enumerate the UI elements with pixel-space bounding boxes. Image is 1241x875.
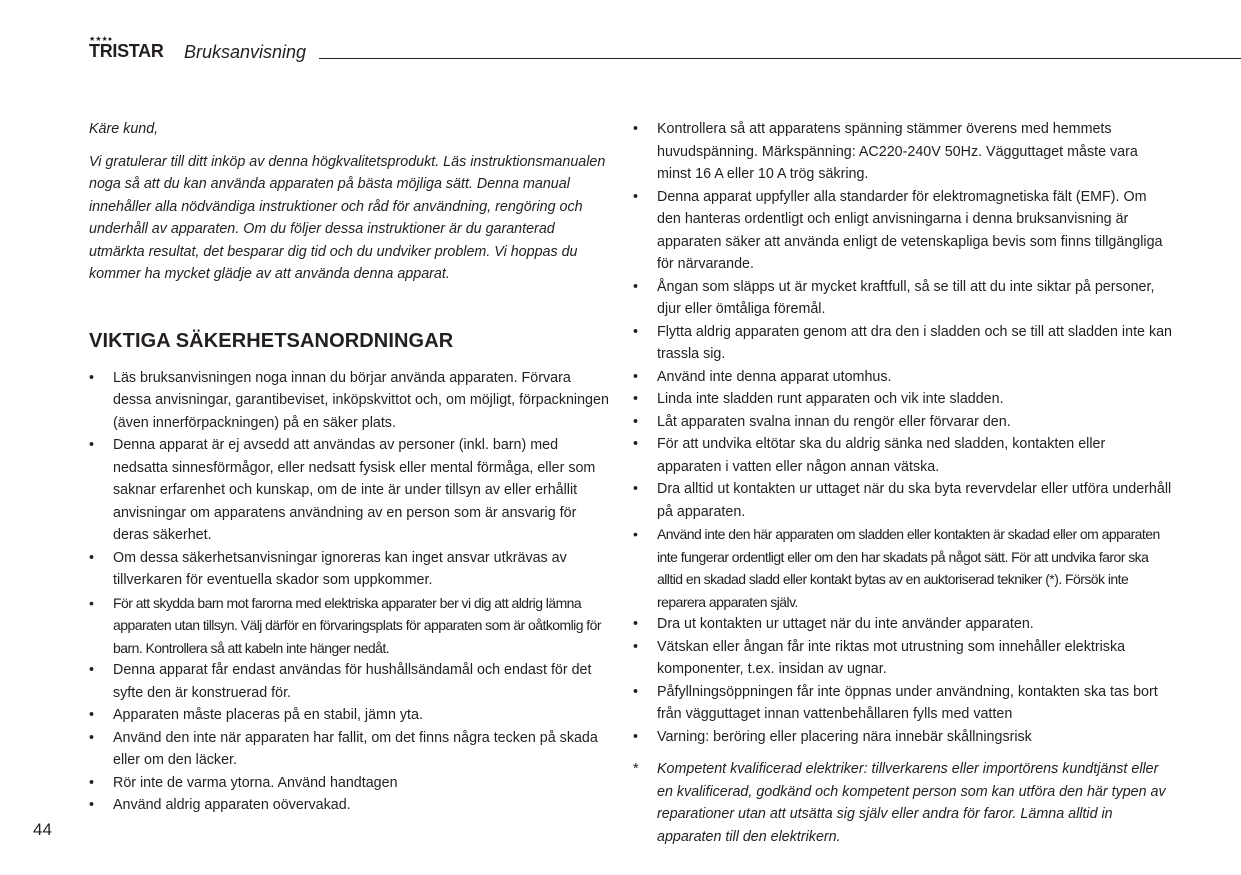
list-item <box>89 704 609 727</box>
bullet-icon: • <box>89 774 95 791</box>
list-item <box>633 321 1173 366</box>
list-item <box>89 434 609 547</box>
list-item <box>89 547 609 592</box>
list-item <box>89 772 609 795</box>
list-item-text: Varning: beröring eller placering nära innebär skållningsrisk <box>657 728 1032 745</box>
list-item <box>633 681 1173 726</box>
list-item <box>633 118 1173 186</box>
bullet-icon: • <box>633 638 639 655</box>
list-item-text: För att undvika eltötar ska du aldrig sänka ned sladden, kontakten eller apparaten i vatten eller någon annan vätska. <box>657 436 1106 475</box>
bullet-icon: • <box>89 437 95 453</box>
bullet-icon: • <box>633 436 639 452</box>
logo-wordmark: TRISTAR <box>89 41 164 61</box>
bullet-icon: • <box>89 549 95 566</box>
list-item <box>633 478 1173 523</box>
list-item-text: Kontrollera så att apparatens spänning stämmer överens med hemmets huvudspänning. Märkspänning: AC220-240V 50Hz. Vägguttaget måste vara minst 16 A eller 10 A trög säkring. <box>657 121 1138 182</box>
bullet-icon: • <box>89 707 95 723</box>
list-item <box>633 613 1173 636</box>
page-number: 44 <box>33 820 52 839</box>
safety-list-left <box>89 367 609 817</box>
list-item <box>89 727 609 772</box>
bullet-icon: • <box>633 526 638 542</box>
list-item-text: Låt apparaten svalna innan du rengör eller förvarar den. <box>657 413 1011 430</box>
page-header <box>89 36 1241 66</box>
bullet-icon: • <box>633 391 639 407</box>
bullet-icon: • <box>633 278 639 295</box>
intro-paragraph: Vi gratulerar till ditt inköp av denna högkvalitetsprodukt. Läs instruktionsmanualen noga så att du kan använda apparaten på bästa möjliga sätt. Denna manual innehåller alla nödvändiga instruktioner och råd för användning, rengöring och underhåll av apparaten. Om du följer dessa instruktioner är du garanterad utmärkta resultat, det besparar dig tid och du undviker problem. Vi hoppas du kommer ha mycket glädje av att använda denna apparat. <box>89 153 606 282</box>
bullet-icon: • <box>89 369 95 386</box>
list-item <box>633 523 1173 613</box>
header-title: Bruksanvisning <box>184 42 307 62</box>
list-item-text: Påfyllningsöppningen får inte öppnas under användning, kontakten ska tas bort från vägguttaget innan vattenbehållaren fylls med vatten <box>657 683 1158 722</box>
bullet-icon: • <box>633 728 639 745</box>
list-item-text: Vätskan eller ångan får inte riktas mot utrustning som innehåller elektriska komponenter, t.ex. insidan av ugnar. <box>657 638 1126 677</box>
list-item <box>633 388 1173 411</box>
list-item-text: Använd inte denna apparat utomhus. <box>657 368 892 385</box>
list-item <box>633 411 1173 434</box>
bullet-icon: • <box>633 121 639 137</box>
bullet-icon: • <box>633 368 639 385</box>
list-item-text: Linda inte sladden runt apparaten och vik inte sladden. <box>657 391 1004 407</box>
list-item-text: Flytta aldrig apparaten genom att dra den i sladden och se till att sladden inte kan trassla sig. <box>657 323 1173 362</box>
list-item <box>633 366 1173 389</box>
list-item-text: Dra ut kontakten ur uttaget när du inte använder apparaten. <box>657 616 1034 632</box>
safety-list-right <box>633 118 1173 748</box>
safety-heading: VIKTIGA SÄKERHETSANORDNINGAR <box>89 329 454 352</box>
bullet-icon: • <box>89 729 95 746</box>
bullet-icon: • <box>633 616 639 632</box>
list-item-text: Använd aldrig apparaten oövervakad. <box>113 797 351 813</box>
list-item <box>89 592 609 660</box>
list-item <box>89 794 609 817</box>
bullet-icon: • <box>89 594 94 611</box>
right-column <box>633 118 1173 848</box>
footnote-text: Kompetent kvalificerad elektriker: tillverkarens eller importörens kundtjänst eller en kvalificerad, godkänd och kompetent person som kan utföra den här typen av reparationer utan att utsätta sig själv eller andra för faror. Lämna alltid in apparaten till den elektrikern. <box>657 761 1166 845</box>
list-item-text: Använd den inte när apparaten har fallit, om det finns några tecken på skada eller om den läcker. <box>113 729 598 768</box>
list-item-text: För att skydda barn mot farorna med elektriska apparater ber vi dig att aldrig lämna apparaten utan tillsyn. Välj därför en förvaringsplats för apparaten som är oåtkomlig för barn. Kontrollera så att kabeln inte hänger nedåt. <box>113 594 602 656</box>
bullet-icon: • <box>89 662 95 678</box>
bullet-icon: • <box>633 481 639 497</box>
salutation: Käre kund, <box>89 121 159 137</box>
list-item-text: Om dessa säkerhetsanvisningar ignoreras kan inget ansvar utkrävas av tillverkaren för eventuella skador som uppkommer. <box>113 549 567 588</box>
bullet-icon: • <box>633 188 639 205</box>
list-item-text: Apparaten måste placeras på en stabil, jämn yta. <box>113 707 423 723</box>
list-item <box>633 726 1173 749</box>
list-item <box>633 636 1173 681</box>
left-column <box>89 118 609 817</box>
list-item <box>89 367 609 435</box>
bullet-icon: • <box>633 413 639 430</box>
list-item <box>633 276 1173 321</box>
footnote <box>633 758 1173 848</box>
bullet-icon: • <box>89 797 95 813</box>
list-item-text: Denna apparat får endast användas för hushållsändamål och endast för det syfte den är konstruerad för. <box>113 662 592 701</box>
list-item-text: Läs bruksanvisningen noga innan du börjar använda apparaten. Förvara dessa anvisningar, garantibeviset, inköpskvittot och, om möjligt, förpackningen (även innerförpackningen) på en säker plats. <box>113 369 609 431</box>
list-item <box>89 659 609 704</box>
list-item-text: Denna apparat uppfyller alla standarder för elektromagnetiska fält (EMF). Om den hanteras ordentligt och enligt anvisningarna i denna bruksanvisning är apparaten säker att använda enligt de vetenskapliga bevis som finns tillgängliga för närvarande. <box>657 188 1163 272</box>
list-item-text: Rör inte de varma ytorna. Använd handtagen <box>113 774 398 791</box>
list-item-text: Denna apparat är ej avsedd att användas av personer (inkl. barn) med nedsatta sinnesförmågor, eller nedsatt fysisk eller mental förmåga, eller som saknar erfarenhet och kunskap, om de inte är under tillsyn av eller erhållit anvisningar om apparatens användning av en person som är ansvarig för deras säkerhet. <box>113 437 596 543</box>
list-item-text: Använd inte den här apparaten om sladden eller kontakten är skadad eller om apparaten inte fungerar ordentligt eller om den har skadats på något sätt. För att undvika faror ska alltid en skadad sladd eller kontakt bytas av en auktoriserad tekniker (*). Försök inte reparera apparaten själv. <box>657 526 1160 610</box>
list-item <box>633 186 1173 276</box>
list-item <box>633 433 1173 478</box>
asterisk-icon: * <box>633 761 639 777</box>
logo-stars: ★★★● <box>89 36 113 43</box>
bullet-icon: • <box>633 683 639 700</box>
list-item-text: Ångan som släpps ut är mycket kraftfull, så se till att du inte siktar på personer, djur eller ömtåliga föremål. <box>657 278 1155 317</box>
bullet-icon: • <box>633 323 639 340</box>
list-item-text: Dra alltid ut kontakten ur uttaget när du ska byta revervdelar eller utföra underhåll på apparaten. <box>657 481 1172 520</box>
header-rule <box>319 58 1241 59</box>
